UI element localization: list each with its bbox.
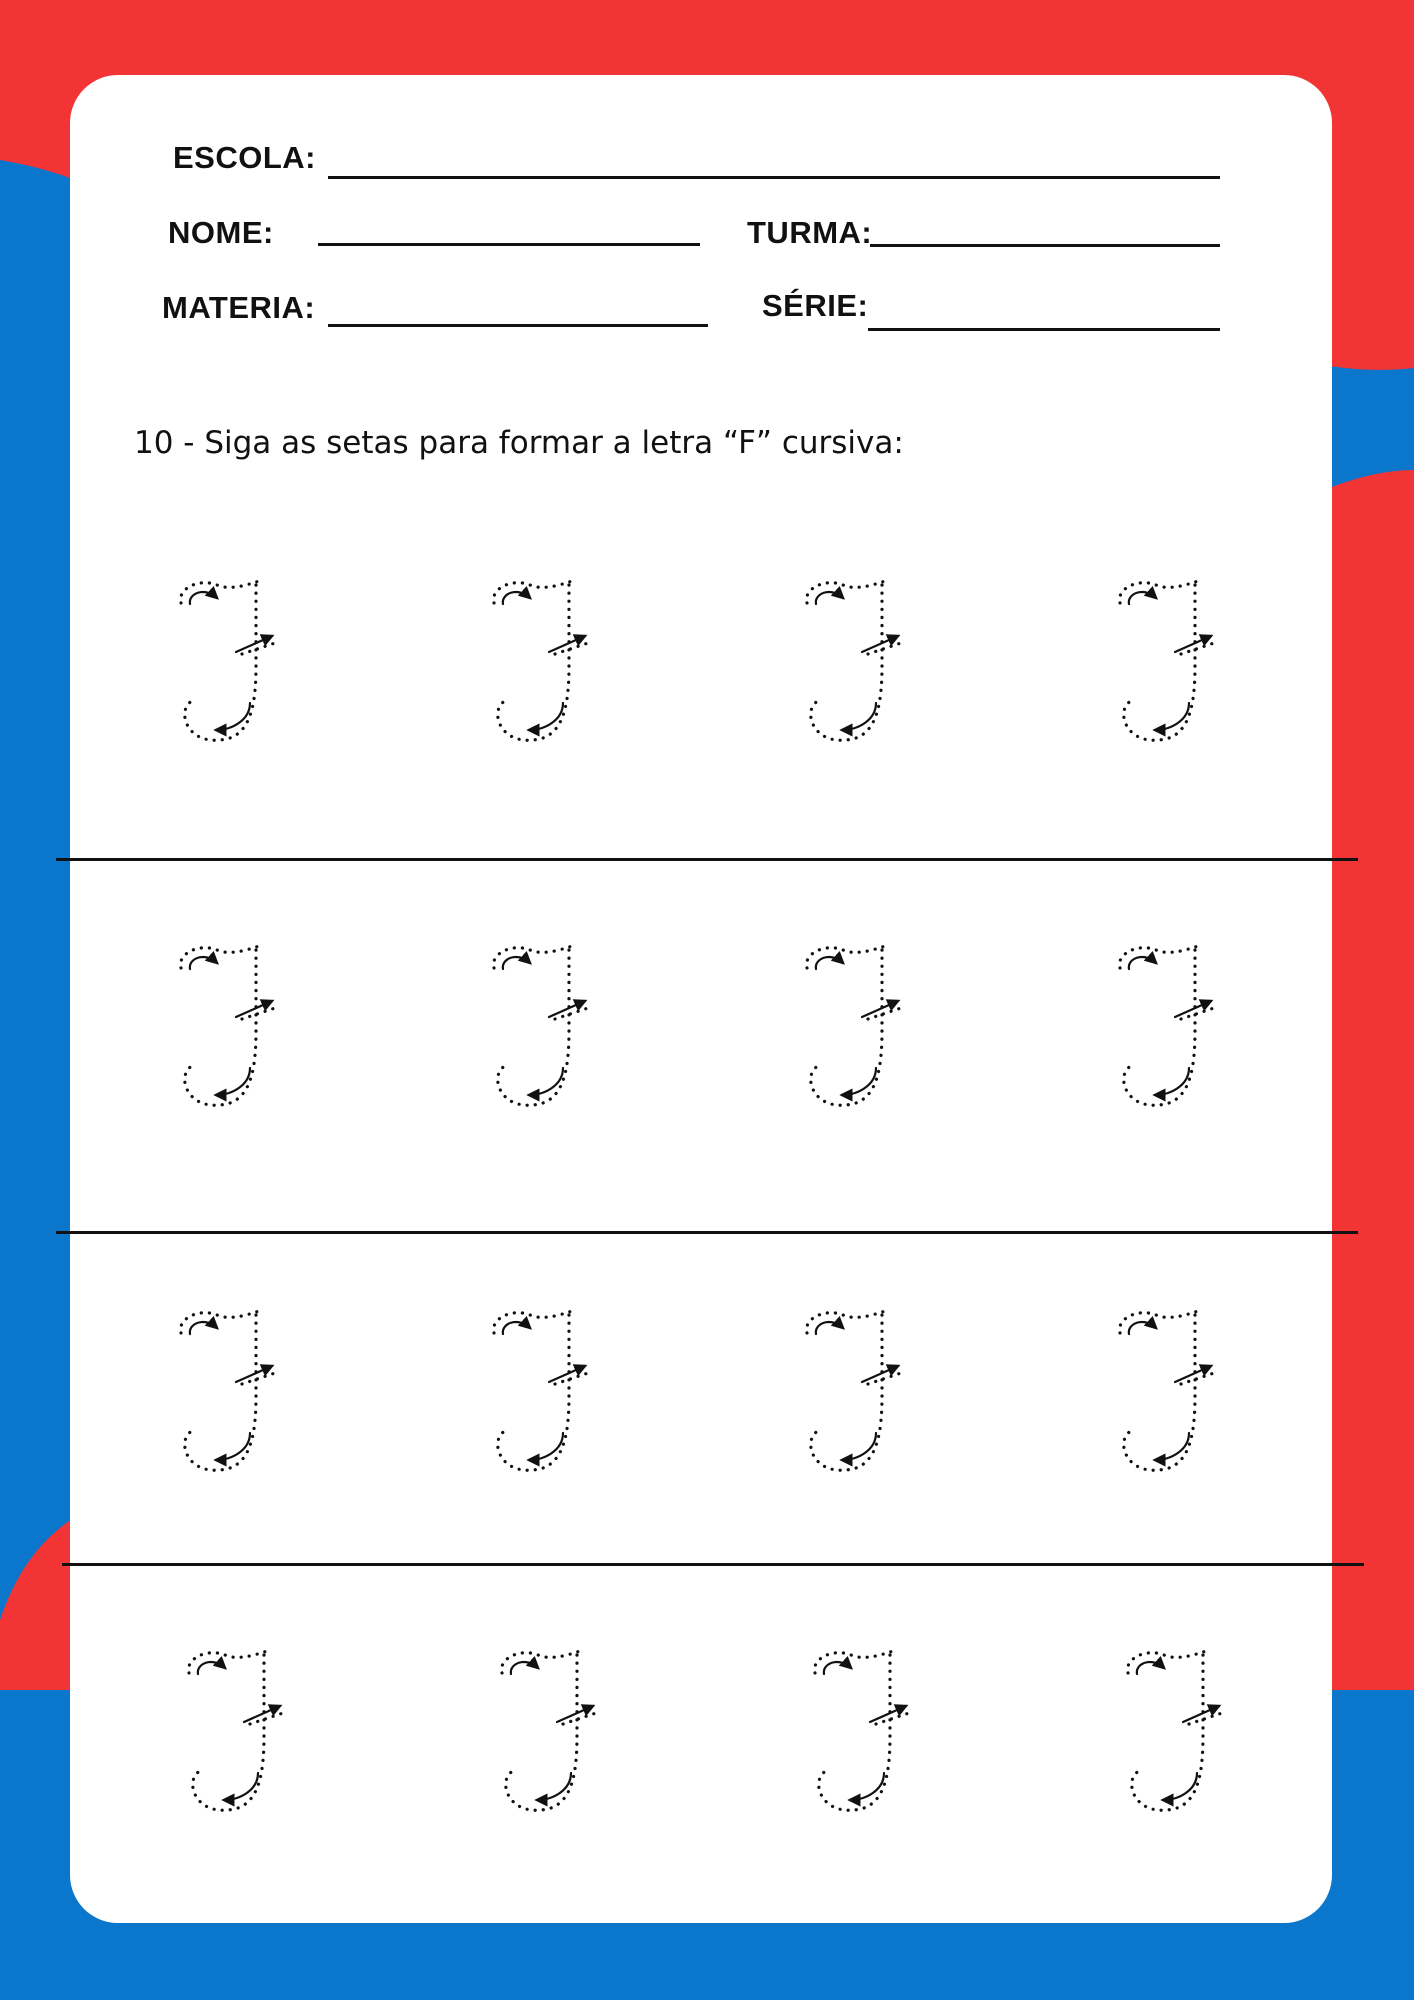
- name-label: NOME:: [168, 215, 274, 250]
- subject-label: MATERIA:: [162, 290, 316, 325]
- tracing-letter-f: [485, 1300, 615, 1480]
- tracing-letter-f: [1111, 570, 1241, 750]
- name-field[interactable]: [318, 243, 700, 246]
- class-field[interactable]: [870, 244, 1220, 247]
- grade-label: SÉRIE:: [762, 288, 869, 323]
- school-field[interactable]: [328, 176, 1220, 179]
- writing-line: [56, 858, 1358, 861]
- class-label: TURMA:: [747, 215, 873, 250]
- tracing-letter-f: [798, 570, 928, 750]
- tracing-letter-f: [1119, 1640, 1249, 1820]
- tracing-letter-f: [1111, 1300, 1241, 1480]
- tracing-letter-f: [172, 935, 302, 1115]
- tracing-letter-f: [180, 1640, 310, 1820]
- tracing-letter-f: [493, 1640, 623, 1820]
- tracing-letter-f: [172, 1300, 302, 1480]
- tracing-letter-f: [798, 935, 928, 1115]
- tracing-letter-f: [806, 1640, 936, 1820]
- subject-field[interactable]: [328, 324, 708, 327]
- tracing-letter-f: [1111, 935, 1241, 1115]
- tracing-letter-f: [485, 570, 615, 750]
- writing-line: [62, 1563, 1364, 1566]
- tracing-letter-f: [798, 1300, 928, 1480]
- tracing-letter-f: [172, 570, 302, 750]
- exercise-instruction: 10 - Siga as setas para formar a letra “F” cursiva:: [134, 425, 904, 461]
- school-label: ESCOLA:: [173, 140, 316, 175]
- writing-line: [56, 1231, 1358, 1234]
- tracing-letter-f: [485, 935, 615, 1115]
- grade-field[interactable]: [868, 328, 1220, 331]
